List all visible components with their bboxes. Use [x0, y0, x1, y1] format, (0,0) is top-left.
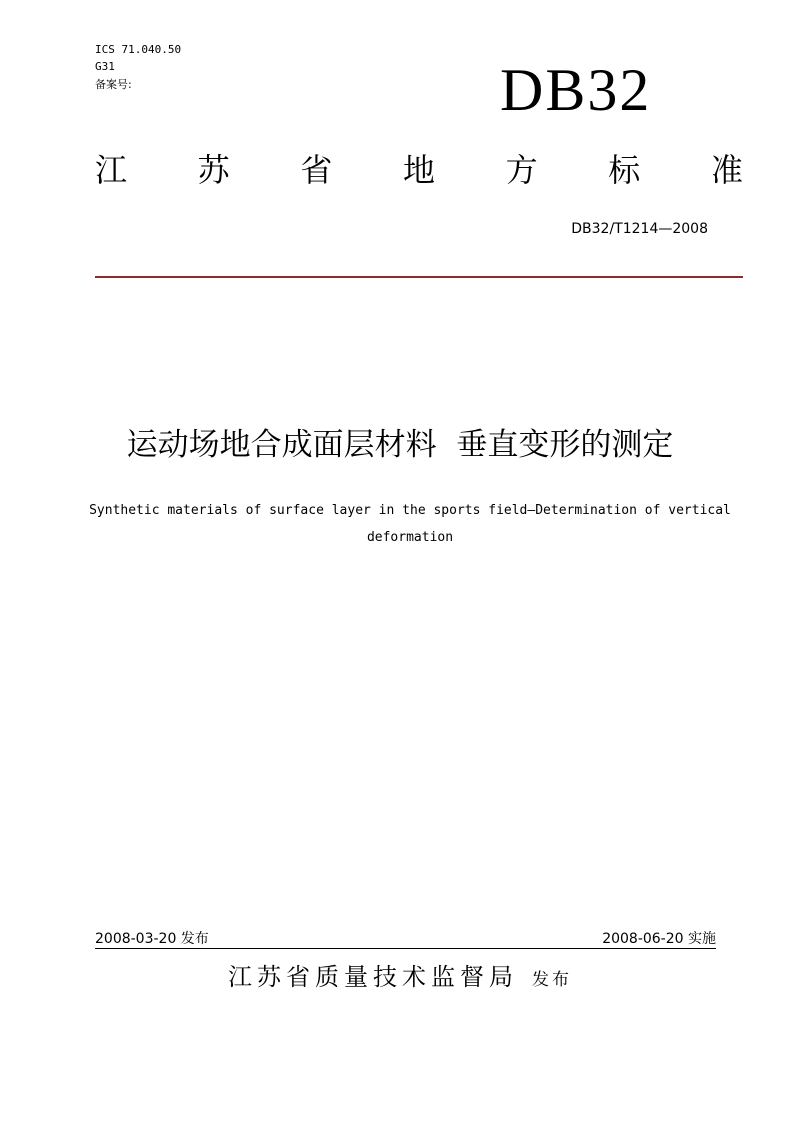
issuer-name: 江苏省质量技术监督局	[228, 963, 518, 991]
standard-category	[95, 148, 743, 192]
category-char: 准	[710, 151, 743, 189]
standard-number: DB32/T1214—2008	[571, 221, 708, 237]
issuer-line	[0, 960, 800, 994]
publish-date: 2008-03-20 发布	[95, 931, 209, 947]
implementation-date: 2008-06-20 实施	[602, 931, 716, 947]
header-divider	[95, 276, 743, 278]
classification-code: G31	[95, 60, 115, 73]
title-chinese: 运动场地合成面层材料 垂直变形的测定	[126, 427, 674, 463]
title-english: Synthetic materials of surface layer in the sports field—Determination of vertical deformation	[89, 503, 731, 545]
category-char: 地	[402, 151, 435, 189]
ics-code: ICS 71.040.50	[95, 43, 182, 56]
standard-code: DB32	[500, 57, 652, 123]
category-char: 标	[608, 151, 641, 189]
filing-number-label: 备案号:	[95, 78, 132, 91]
category-char: 江	[95, 151, 128, 189]
category-char: 省	[300, 151, 333, 189]
category-char: 苏	[197, 151, 230, 189]
category-char: 方	[505, 151, 538, 189]
date-divider	[95, 948, 716, 949]
issuer-suffix: 发布	[532, 970, 572, 990]
